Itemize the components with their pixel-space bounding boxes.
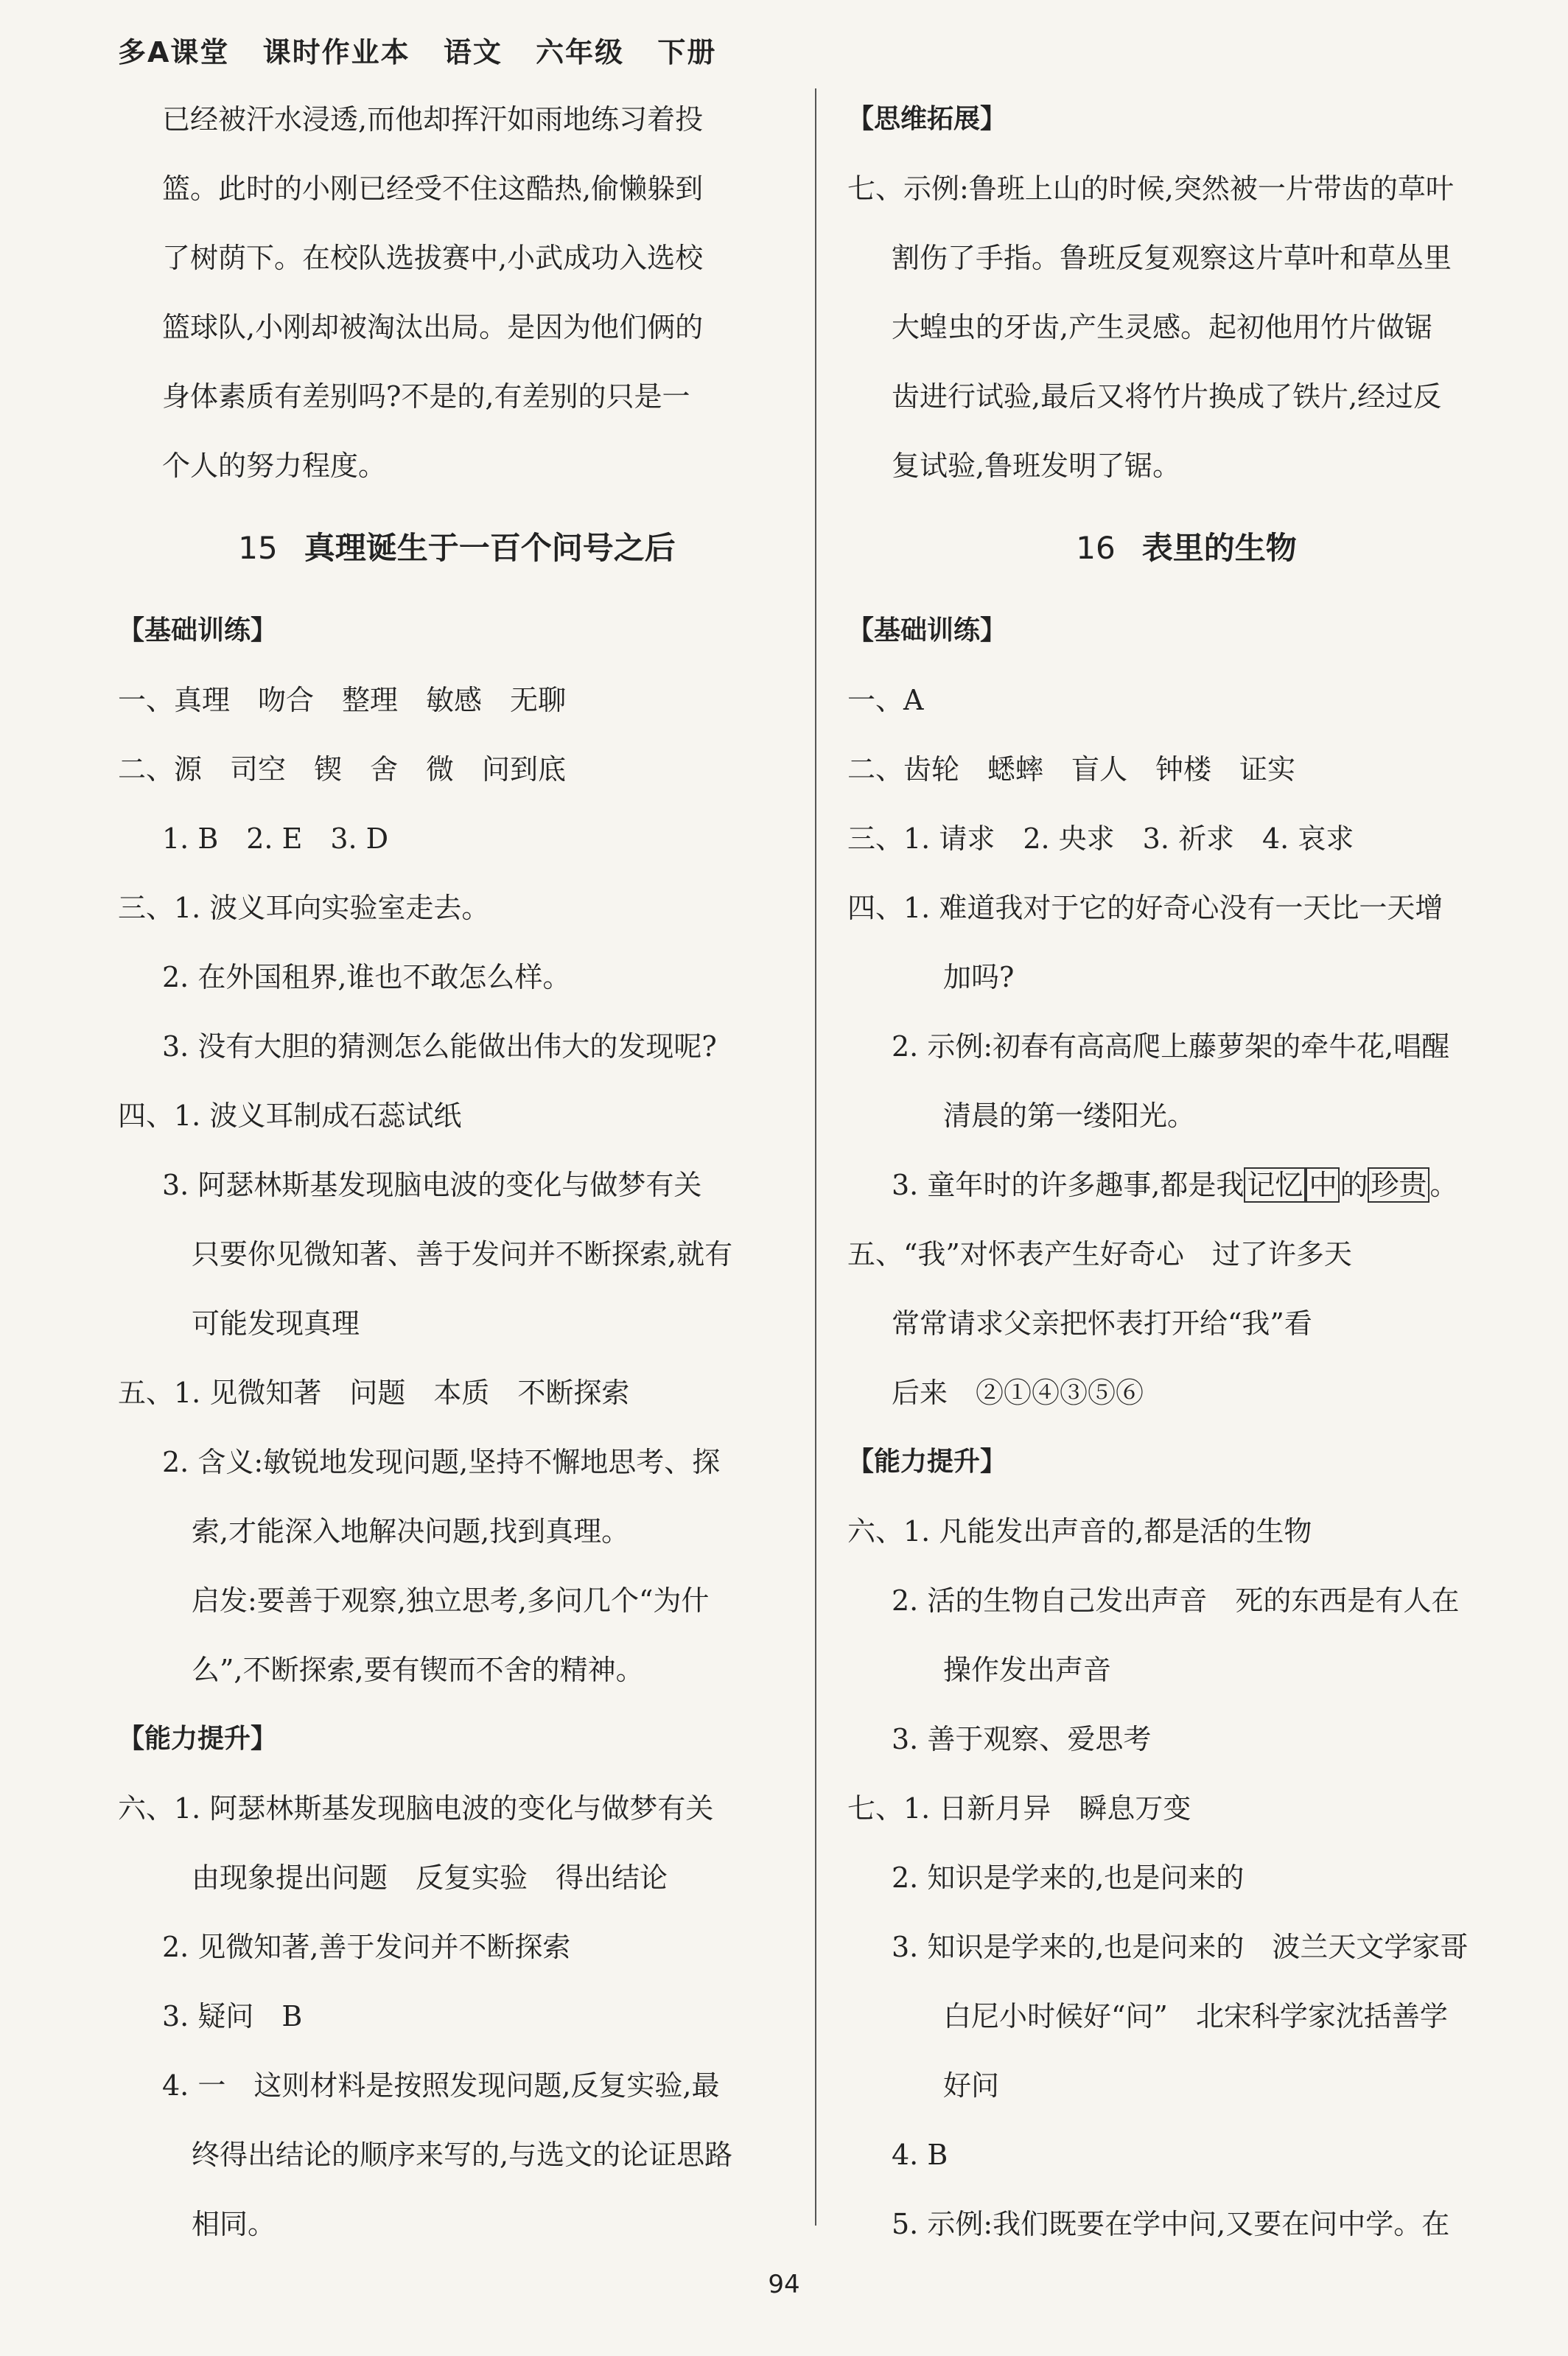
q3-mid: 的 xyxy=(1340,1169,1368,1201)
answer-line: 三、1. 波义耳向实验室走去。 xyxy=(118,892,490,924)
answer-line: 五、1. 见微知著 问题 本质 不断探索 xyxy=(118,1377,630,1409)
lesson-number: 16 xyxy=(1076,530,1116,566)
header-subject: 语文 xyxy=(443,36,503,69)
answer-line: 1. B 2. E 3. D xyxy=(162,822,389,855)
answer-line: 操作发出声音 xyxy=(943,1654,1112,1686)
text-line: 已经被汗水浸透,而他却挥汗如雨地练习着投 xyxy=(162,103,704,136)
q3-prefix: 3. 童年时的许多趣事,都是我 xyxy=(892,1169,1245,1201)
text-line: 了树荫下。在校队选拔赛中,小武成功入选校 xyxy=(162,242,704,274)
answer-line: 四、1. 难道我对于它的好奇心没有一天比一天增 xyxy=(847,892,1443,924)
answer-line-marked xyxy=(847,1150,1525,1220)
answer-line: 五、“我”对怀表产生好奇心 过了许多天 xyxy=(847,1238,1352,1270)
answer-line: 三、1. 请求 2. 央求 3. 祈求 4. 哀求 xyxy=(847,822,1354,855)
lesson-name: 表里的生物 xyxy=(1141,530,1297,566)
answer-line: 3. 疑问 B xyxy=(162,2000,303,2032)
answer-line: 一、真理 吻合 整理 敏感 无聊 xyxy=(118,684,567,716)
answer-line: 3. 知识是学来的,也是问来的 波兰天文学家哥 xyxy=(892,1931,1469,1963)
answer-line: 割伤了手指。鲁班反复观察这片草叶和草丛里 xyxy=(892,242,1452,274)
lesson-number: 15 xyxy=(238,530,278,566)
section-label: 【能力提升】 xyxy=(847,1447,1007,1477)
answer-line: 2. 在外国租界,谁也不敢怎么样。 xyxy=(162,961,571,993)
section-label: 【基础训练】 xyxy=(847,615,1007,646)
header-volume: 下册 xyxy=(657,36,717,69)
answer-line: 齿进行试验,最后又将竹片换成了铁片,经过反 xyxy=(892,380,1442,413)
answer-line: 后来 ②①④③⑤⑥ xyxy=(892,1377,1144,1409)
answer-line: 2. 知识是学来的,也是问来的 xyxy=(892,1862,1245,1894)
answer-line: 3. 没有大胆的猜测怎么能做出伟大的发现呢? xyxy=(162,1030,717,1063)
lesson-title xyxy=(118,500,796,596)
answer-line: 3. 阿瑟林斯基发现脑电波的变化与做梦有关 xyxy=(162,1169,702,1201)
marked-word-precious: 珍贵 xyxy=(1368,1167,1429,1203)
section-label: 【基础训练】 xyxy=(118,615,278,646)
answer-line: 3. 善于观察、爱思考 xyxy=(892,1723,1152,1755)
text-line: 身体素质有差别吗?不是的,有差别的只是一 xyxy=(162,380,690,413)
answer-line: 清晨的第一缕阳光。 xyxy=(943,1100,1196,1132)
answer-line: 2. 示例:初春有高高爬上藤萝架的牵牛花,唱醒 xyxy=(892,1030,1450,1063)
answer-line: 二、齿轮 蟋蟀 盲人 钟楼 证实 xyxy=(847,753,1296,786)
marked-word-in: 中 xyxy=(1306,1167,1340,1203)
marked-word-memory: 记忆 xyxy=(1244,1167,1306,1203)
answer-line: 白尼小时候好“问” 北宋科学家沈括善学 xyxy=(943,2000,1448,2032)
answer-line: 加吗? xyxy=(943,961,1015,993)
right-column xyxy=(847,85,1525,2259)
text-line: 篮球队,小刚却被淘汰出局。是因为他们俩的 xyxy=(162,311,704,343)
page-header xyxy=(118,29,738,70)
answer-line: 好问 xyxy=(943,2069,1000,2102)
answer-line: 由现象提出问题 反复实验 得出结论 xyxy=(192,1862,668,1894)
answer-line: 终得出结论的顺序来写的,与选文的论证思路 xyxy=(192,2139,733,2171)
answer-line: 六、1. 凡能发出声音的,都是活的生物 xyxy=(847,1515,1312,1548)
column-divider xyxy=(815,88,816,2226)
answer-line: 可能发现真理 xyxy=(192,1307,360,1340)
answer-line: 5. 示例:我们既要在学中问,又要在问中学。在 xyxy=(892,2208,1450,2240)
q3-end: 。 xyxy=(1429,1169,1458,1201)
answer-line: 4. 一 这则材料是按照发现问题,反复实验,最 xyxy=(162,2069,720,2102)
text-line: 个人的努力程度。 xyxy=(162,450,387,482)
answer-line: 复试验,鲁班发明了锯。 xyxy=(892,450,1181,482)
left-column xyxy=(118,85,796,2259)
text-line: 篮。此时的小刚已经受不住这酷热,偷懒躲到 xyxy=(162,172,704,205)
answer-line: 七、示例:鲁班上山的时候,突然被一片带齿的草叶 xyxy=(847,172,1454,205)
section-label: 【思维拓展】 xyxy=(847,104,1007,134)
answer-line: 七、1. 日新月异 瞬息万变 xyxy=(847,1792,1191,1825)
answer-line: 么”,不断探索,要有锲而不舍的精神。 xyxy=(192,1654,644,1686)
page-number: 94 xyxy=(768,2270,800,2299)
answer-line: 只要你见微知著、善于发问并不断探索,就有 xyxy=(192,1238,733,1270)
answer-line: 常常请求父亲把怀表打开给“我”看 xyxy=(892,1307,1312,1340)
header-grade: 六年级 xyxy=(536,36,625,69)
answer-line: 2. 见微知著,善于发问并不断探索 xyxy=(162,1931,571,1963)
answer-line: 2. 活的生物自己发出声音 死的东西是有人在 xyxy=(892,1584,1460,1617)
answer-line: 一、A xyxy=(847,684,924,716)
answer-line: 二、源 司空 锲 舍 微 问到底 xyxy=(118,753,567,786)
header-series: 多A课堂 xyxy=(118,36,230,69)
lesson-name: 真理诞生于一百个问号之后 xyxy=(304,530,676,566)
section-label: 【能力提升】 xyxy=(118,1724,278,1754)
answer-line: 四、1. 波义耳制成石蕊试纸 xyxy=(118,1100,462,1132)
lesson-title xyxy=(847,500,1525,596)
answer-line: 索,才能深入地解决问题,找到真理。 xyxy=(192,1515,630,1548)
header-book: 课时作业本 xyxy=(262,36,410,69)
answer-line: 大蝗虫的牙齿,产生灵感。起初他用竹片做锯 xyxy=(892,311,1433,343)
answer-line: 2. 含义:敏锐地发现问题,坚持不懈地思考、探 xyxy=(162,1446,721,1478)
answer-line: 启发:要善于观察,独立思考,多问几个“为什 xyxy=(192,1584,710,1617)
answer-line: 4. B xyxy=(892,2139,948,2171)
answer-line: 六、1. 阿瑟林斯基发现脑电波的变化与做梦有关 xyxy=(118,1792,714,1825)
answer-line: 相同。 xyxy=(192,2208,276,2240)
